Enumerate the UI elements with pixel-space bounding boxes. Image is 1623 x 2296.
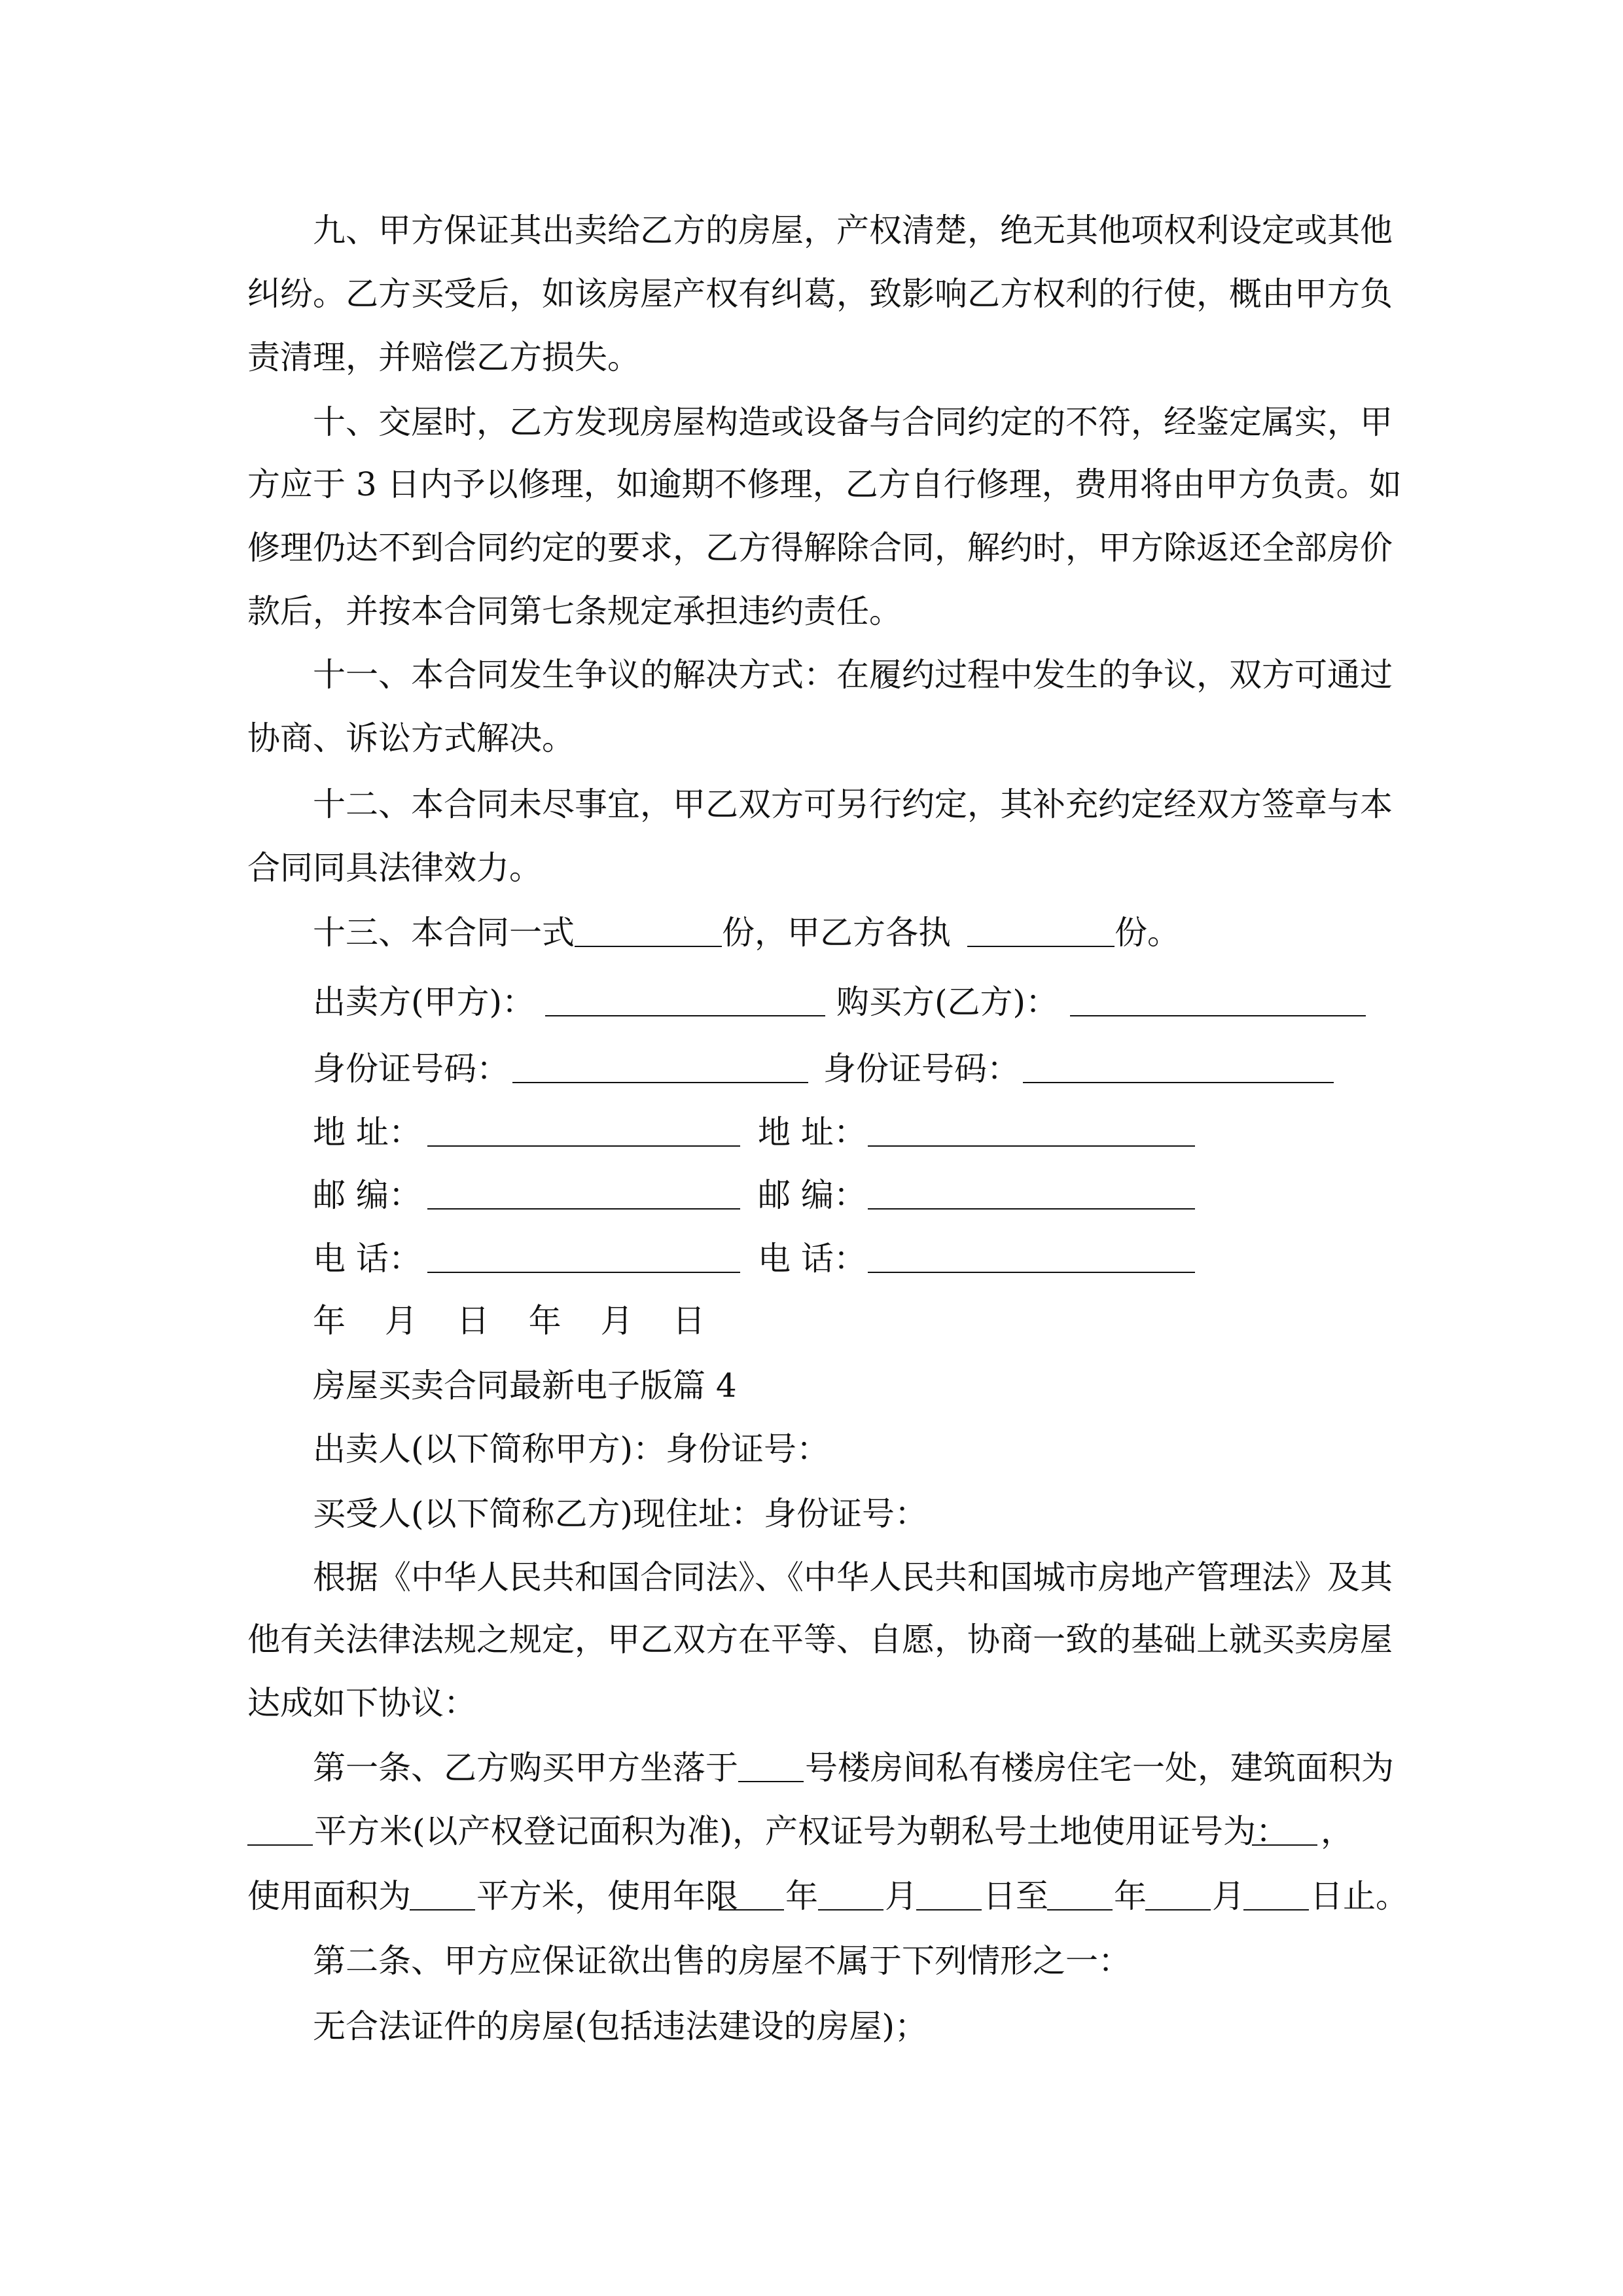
land-cert-blank[interactable]	[1252, 1844, 1317, 1846]
preamble-line-2: 他有关法律法规之规定，甲乙双方在平等、自愿，协商一致的基础上就买卖房屋	[247, 1621, 1393, 1659]
section-4-title: 房屋买卖合同最新电子版篇 4	[313, 1367, 737, 1405]
seller-phone-blank[interactable]	[427, 1272, 740, 1273]
buyer-phone-blank[interactable]	[868, 1272, 1195, 1273]
signature-date-line: 年 月 日 年 月 日	[313, 1302, 720, 1340]
seller-postcode-label: 邮 编：	[313, 1176, 421, 1214]
buyer-phone-label: 电 话：	[758, 1240, 866, 1278]
article-1-l3e: 日至	[983, 1877, 1048, 1915]
id-row	[313, 1049, 1425, 1088]
article-1-l3a: 使用面积为	[247, 1877, 411, 1915]
start-year-blank[interactable]	[719, 1909, 784, 1910]
clause-13-line	[313, 913, 1425, 952]
seller-address-label: 地 址：	[313, 1113, 421, 1151]
buyer-id-blank[interactable]	[1023, 1082, 1334, 1083]
buyer-id-label: 身份证号码：	[823, 1050, 1020, 1088]
floor-area-blank[interactable]	[247, 1844, 313, 1846]
clause-9-line-2: 纠纷。乙方买受后，如该房屋产权有纠葛，致影响乙方权利的行使，概由甲方负	[247, 275, 1393, 313]
clause-9-line-1: 九、甲方保证其出卖给乙方的房屋，产权清楚，绝无其他项权利设定或其他	[313, 211, 1393, 249]
address-row	[313, 1113, 1425, 1152]
article-1-l3c: 年	[785, 1877, 818, 1915]
seller-name-blank[interactable]	[545, 1015, 825, 1016]
end-day-blank[interactable]	[1243, 1909, 1309, 1910]
clause-10-line-2: 方应于 3 日内予以修理，如逾期不修理，乙方自行修理，费用将由甲方负责。如	[247, 465, 1402, 503]
postcode-row	[313, 1175, 1425, 1215]
usable-area-blank[interactable]	[410, 1909, 475, 1910]
seller-phone-label: 电 话：	[313, 1240, 421, 1278]
party-row	[313, 982, 1425, 1022]
article-1-l3f: 年	[1114, 1877, 1147, 1915]
buyer-postcode-blank[interactable]	[868, 1208, 1195, 1210]
article-1-line-3	[247, 1876, 1408, 1916]
clause-13-prefix: 十三、本合同一式	[313, 914, 575, 952]
article-1-l3h: 日止。	[1310, 1877, 1408, 1915]
article-1-l3d: 月	[885, 1877, 918, 1915]
copies-each-blank[interactable]	[967, 946, 1115, 947]
buyer-address-label: 地 址：	[758, 1113, 866, 1151]
article-1-l3b: 平方米，使用年限	[476, 1877, 738, 1915]
article-1-l1b: 号楼房间私有楼房住宅一处，建筑面积为	[805, 1749, 1394, 1787]
clause-11-line-2: 协商、诉讼方式解决。	[247, 719, 575, 757]
seller-id-label: 身份证号码：	[313, 1050, 509, 1088]
clause-10-line-1: 十、交屋时，乙方发现房屋构造或设备与合同约定的不符，经鉴定属实，甲	[313, 403, 1393, 441]
buyer-name-blank[interactable]	[1070, 1015, 1366, 1016]
section-4-seller-line: 出卖人(以下简称甲方)：身份证号：	[313, 1430, 830, 1468]
article-1-l1a: 第一条、乙方购买甲方坐落于	[313, 1749, 738, 1787]
buyer-address-blank[interactable]	[868, 1145, 1195, 1147]
article-1-l3g: 月	[1212, 1877, 1245, 1915]
buyer-postcode-label: 邮 编：	[758, 1176, 866, 1214]
preamble-line-1: 根据《中华人民共和国合同法》、《中华人民共和国城市房地产管理法》及其	[313, 1558, 1393, 1596]
start-month-blank[interactable]	[818, 1909, 883, 1910]
article-2: 第二条、甲方应保证欲出售的房屋不属于下列情形之一：	[313, 1942, 1131, 1980]
start-day-blank[interactable]	[916, 1909, 982, 1910]
article-2-item-1: 无合法证件的房屋(包括违法建设的房屋)；	[313, 2007, 928, 2045]
end-month-blank[interactable]	[1145, 1909, 1211, 1910]
seller-id-blank[interactable]	[512, 1082, 808, 1083]
article-1-line-1	[313, 1748, 1394, 1787]
building-number-blank[interactable]	[738, 1781, 804, 1782]
copies-total-blank[interactable]	[575, 946, 722, 947]
clause-11-line-1: 十一、本合同发生争议的解决方式：在履约过程中发生的争议，双方可通过	[313, 656, 1393, 694]
article-1-line-2	[247, 1812, 1386, 1851]
clause-10-line-4: 款后，并按本合同第七条规定承担违约责任。	[247, 592, 902, 630]
seller-address-blank[interactable]	[427, 1145, 740, 1147]
clause-12-line-2: 合同同具法律效力。	[247, 849, 542, 887]
clause-13-suffix: 份。	[1115, 914, 1180, 952]
preamble-line-3: 达成如下协议：	[247, 1684, 476, 1722]
end-year-blank[interactable]	[1047, 1909, 1113, 1910]
buyer-label: 购买方(乙方)：	[836, 983, 1059, 1021]
clause-13-mid: 份，甲乙方各执	[722, 914, 951, 952]
article-1-l2b: ，	[1321, 1812, 1353, 1850]
clause-12-line-1: 十二、本合同未尽事宜，甲乙双方可另行约定，其补充约定经双方签章与本	[313, 785, 1393, 823]
seller-postcode-blank[interactable]	[427, 1208, 740, 1210]
seller-label: 出卖方(甲方)：	[313, 983, 535, 1021]
article-1-l2a: 平方米(以产权登记面积为准)，产权证号为朝私号土地使用证号为：	[314, 1812, 1289, 1850]
clause-9-line-3: 责清理，并赔偿乙方损失。	[247, 338, 640, 376]
section-4-buyer-line: 买受人(以下简称乙方)现住址：身份证号：	[313, 1495, 928, 1533]
clause-10-line-3: 修理仍达不到合同约定的要求，乙方得解除合同，解约时，甲方除返还全部房价	[247, 529, 1393, 567]
phone-row	[313, 1239, 1425, 1278]
